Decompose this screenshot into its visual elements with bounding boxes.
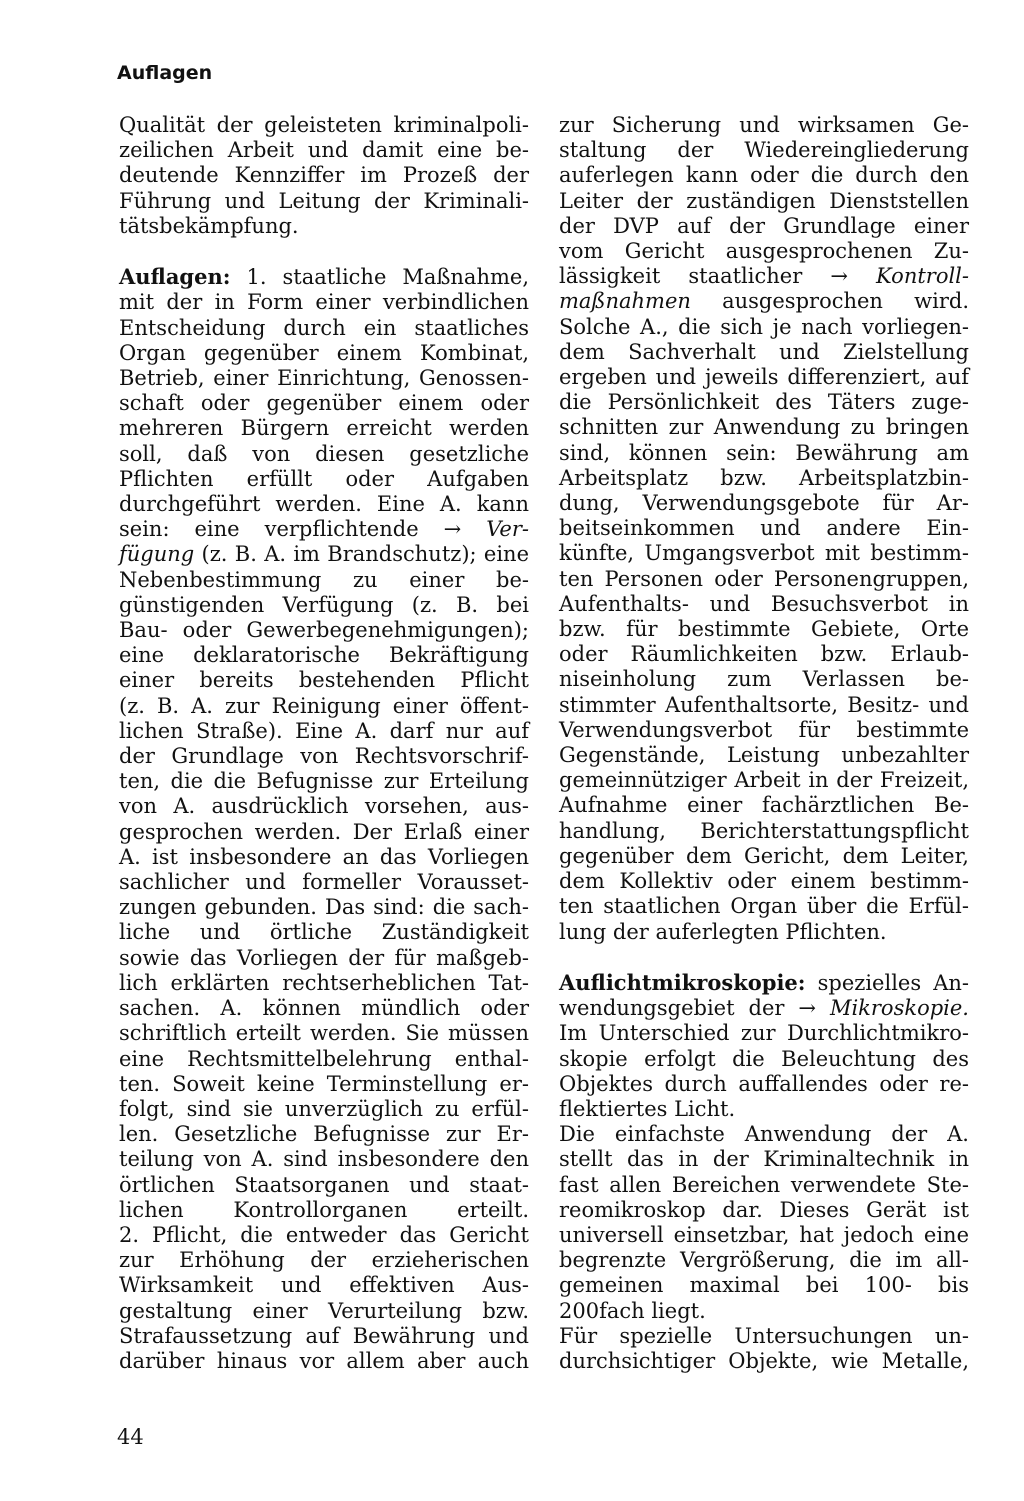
text-line: Wirksamkeit und effektiven Aus-: [119, 1273, 529, 1298]
text-line: zur Erhöhung der erzieherischen: [119, 1248, 529, 1273]
text-line: stellt das in der Kriminaltechnik in: [559, 1147, 969, 1172]
text-line: durchgeführt werden. Eine A. kann: [119, 492, 529, 517]
paragraph: [559, 1324, 969, 1374]
text-line: (z. B. A. zur Reinigung einer öffent-: [119, 693, 529, 718]
text-line: liche und örtliche Zuständigkeit: [119, 920, 529, 945]
text-line: von A. ausdrücklich vorsehen, aus-: [119, 794, 529, 819]
text-line: mit der in Form einer verbindlichen: [119, 290, 529, 315]
right-column: [559, 113, 969, 1374]
text-line: A. ist insbesondere an das Vorliegen: [119, 844, 529, 869]
cross-reference-line: fügung (z. B. A. im Brandschutz); eine: [119, 542, 529, 567]
text-line: lung der auferlegten Pflichten.: [559, 919, 887, 944]
text-line: skopie erfolgt die Beleuchtung des: [559, 1046, 969, 1071]
text-line: gesprochen werden. Der Erlaß einer: [119, 819, 529, 844]
text-line: flektiertes Licht.: [559, 1096, 736, 1121]
text-line: vom Gericht ausgesprochenen Zu-: [559, 239, 969, 264]
text-line: Organ gegenüber einem Kombinat,: [119, 340, 529, 365]
text-line: Entscheidung durch ein staatliches: [119, 315, 529, 340]
text-line: eine Rechtsmittelbelehrung enthal-: [119, 1046, 529, 1071]
text-line: darüber hinaus vor allem aber auch: [119, 1348, 529, 1373]
text-line: Führung und Leitung der Kriminali-: [119, 188, 529, 213]
entry-term: Auflagen:: [119, 264, 231, 290]
text-line: der Grundlage von Rechtsvorschrif-: [119, 744, 529, 769]
text-line: gestaltung einer Verurteilung bzw.: [119, 1298, 529, 1323]
text-line: Strafaussetzung auf Bewährung und: [119, 1323, 529, 1348]
text-line: ten, die die Befugnisse zur Erteilung: [119, 769, 529, 794]
entry-term: Auflichtmikroskopie:: [559, 969, 806, 995]
text-line: Für spezielle Untersuchungen un-: [559, 1323, 969, 1348]
text-line: Aufnahme einer fachärztlichen Be-: [559, 793, 969, 818]
text-line: Leiter der zuständigen Dienststellen: [559, 188, 969, 213]
text-line: sachlicher und formeller Vorausset-: [119, 870, 529, 895]
text-line: lichen Kontrollorganen erteilt.: [119, 1197, 529, 1222]
text-line: Im Unterschied zur Durchlichtmikro-: [559, 1021, 969, 1046]
text-line: bzw. für bestimmte Gebiete, Orte: [559, 617, 969, 642]
text-line: künfte, Umgangsverbot mit bestimm-: [559, 541, 969, 566]
text-line: Verwendungsverbot für bestimmte: [559, 717, 969, 742]
page-number: 44: [117, 1425, 144, 1449]
text-line: reomikroskop dar. Dieses Gerät ist: [559, 1197, 969, 1222]
entry-first-line: Auflichtmikroskopie: spezielles An-: [559, 969, 969, 995]
text-line: sachen. A. können mündlich oder: [119, 996, 529, 1021]
entry-first-line: Auflagen: 1. staatliche Maßnahme,: [119, 264, 529, 290]
text-line: staltung der Wiedereingliederung: [559, 138, 969, 163]
text-line: Gegenstände, Leistung unbezahlter: [559, 743, 969, 768]
text-line: ten. Soweit keine Terminstellung er-: [119, 1071, 529, 1096]
text-line: gemeinen maximal bei 100- bis: [559, 1273, 969, 1298]
text-line: Solche A., die sich je nach vorliegen-: [559, 314, 969, 339]
cross-reference-link: Mikroskopie.: [829, 996, 969, 1021]
cross-reference-link: Ver-: [486, 517, 529, 542]
text-line: schnitten zur Anwendung zu bringen: [559, 415, 969, 440]
text-line: 2. Pflicht, die entweder das Gericht: [119, 1222, 529, 1247]
cross-reference-line: lässigkeit staatlicher → Kontroll-: [559, 264, 969, 289]
text-line: ten staatlichen Organ über die Erfül-: [559, 894, 969, 919]
text-line: lich erklärten rechtserheblichen Tat-: [119, 970, 529, 995]
text-line: der DVP auf der Grundlage einer: [559, 213, 969, 238]
text-line: len. Gesetzliche Befugnisse zur Er-: [119, 1122, 529, 1147]
text-line: schriftlich erteilt werden. Sie müssen: [119, 1021, 529, 1046]
left-column: [119, 113, 529, 1374]
text-line: dem Kollektiv oder einem bestimm-: [559, 869, 969, 894]
text-line: örtlichen Staatsorganen und staat-: [119, 1172, 529, 1197]
text-line: einer bereits bestehenden Pflicht: [119, 668, 529, 693]
text-line: beitseinkommen und andere Ein-: [559, 516, 969, 541]
text-line: zur Sicherung und wirksamen Ge-: [559, 113, 969, 137]
text-line: schaft oder gegenüber einem oder: [119, 391, 529, 416]
text-line: dem Sachverhalt und Zielstellung: [559, 339, 969, 364]
text-line: deutende Kennziffer im Prozeß der: [119, 163, 529, 188]
text-line: Arbeitsplatz bzw. Arbeitsplatzbin-: [559, 465, 969, 490]
text-line: lichen Straße). Eine A. darf nur auf: [119, 718, 529, 743]
text-line: universell einsetzbar, hat jedoch eine: [559, 1222, 969, 1247]
text-line: stimmter Aufenthaltsorte, Besitz- und: [559, 692, 969, 717]
text-line: sind, können sein: Bewährung am: [559, 440, 969, 465]
text-line: Pflichten erfüllt oder Aufgaben: [119, 466, 529, 491]
text-line: Nebenbestimmung zu einer be-: [119, 567, 529, 592]
text-line: gegenüber dem Gericht, dem Leiter,: [559, 843, 969, 868]
text-line: folgt, sind sie unverzüglich zu erfül-: [119, 1096, 529, 1121]
text-line: handlung, Berichterstattungspflicht: [559, 818, 969, 843]
entry-auflagen: [119, 264, 529, 1374]
text-line: Aufenthalts- und Besuchsverbot in: [559, 591, 969, 616]
text-line: Qualität der geleisteten kriminalpoli-: [119, 113, 529, 137]
text-line: ergeben und jeweils differenziert, auf: [559, 365, 969, 390]
text-line: tätsbekämpfung.: [119, 213, 299, 238]
text-line: Objektes durch auffallendes oder re-: [559, 1071, 969, 1096]
cross-reference-line: wendungsgebiet der → Mikroskopie.: [559, 996, 969, 1021]
text-line: mehreren Bürgern erreicht werden: [119, 416, 529, 441]
text-line: Die einfachste Anwendung der A.: [559, 1122, 969, 1147]
text-line: niseinholung zum Verlassen be-: [559, 667, 969, 692]
text-line: zeilichen Arbeit und damit eine be-: [119, 138, 529, 163]
text-line: zungen gebunden. Das sind: die sach-: [119, 895, 529, 920]
cross-reference-link: Kontroll-: [876, 264, 969, 289]
running-header: Auflagen: [117, 62, 213, 84]
text-line: dung, Verwendungsgebote für Ar-: [559, 491, 969, 516]
text-line: fast allen Bereichen verwendete Ste-: [559, 1172, 969, 1197]
text-line: Bau- oder Gewerbegenehmigungen);: [119, 618, 529, 643]
text-line: 200fach liegt.: [559, 1298, 706, 1323]
cross-reference-line: sein: eine verpflichtende → Ver-: [119, 517, 529, 542]
text-line: teilung von A. sind insbesondere den: [119, 1147, 529, 1172]
continuation-paragraph: [559, 113, 969, 945]
text-line: Betrieb, einer Einrichtung, Genossen-: [119, 366, 529, 391]
paragraph: [559, 1122, 969, 1324]
text-line: günstigenden Verfügung (z. B. bei: [119, 592, 529, 617]
text-line: eine deklaratorische Bekräftigung: [119, 643, 529, 668]
intro-paragraph: [119, 113, 529, 239]
text-line: begrenzte Vergrößerung, die im all-: [559, 1248, 969, 1273]
text-line: ten Personen oder Personengruppen,: [559, 566, 969, 591]
entry-auflichtmikroskopie: [559, 970, 969, 1122]
text-line: auferlegen kann oder die durch den: [559, 163, 969, 188]
text-line: soll, daß von diesen gesetzliche: [119, 441, 529, 466]
text-line: sowie das Vorliegen der für maßgeb-: [119, 945, 529, 970]
text-line: durchsichtiger Objekte, wie Metalle,: [559, 1348, 969, 1373]
text-line: die Persönlichkeit des Täters zuge-: [559, 390, 969, 415]
cross-reference-line: maßnahmen ausgesprochen wird.: [559, 289, 969, 314]
text-line: oder Räumlichkeiten bzw. Erlaub-: [559, 642, 969, 667]
text-line: gemeinnütziger Arbeit in der Freizeit,: [559, 768, 969, 793]
